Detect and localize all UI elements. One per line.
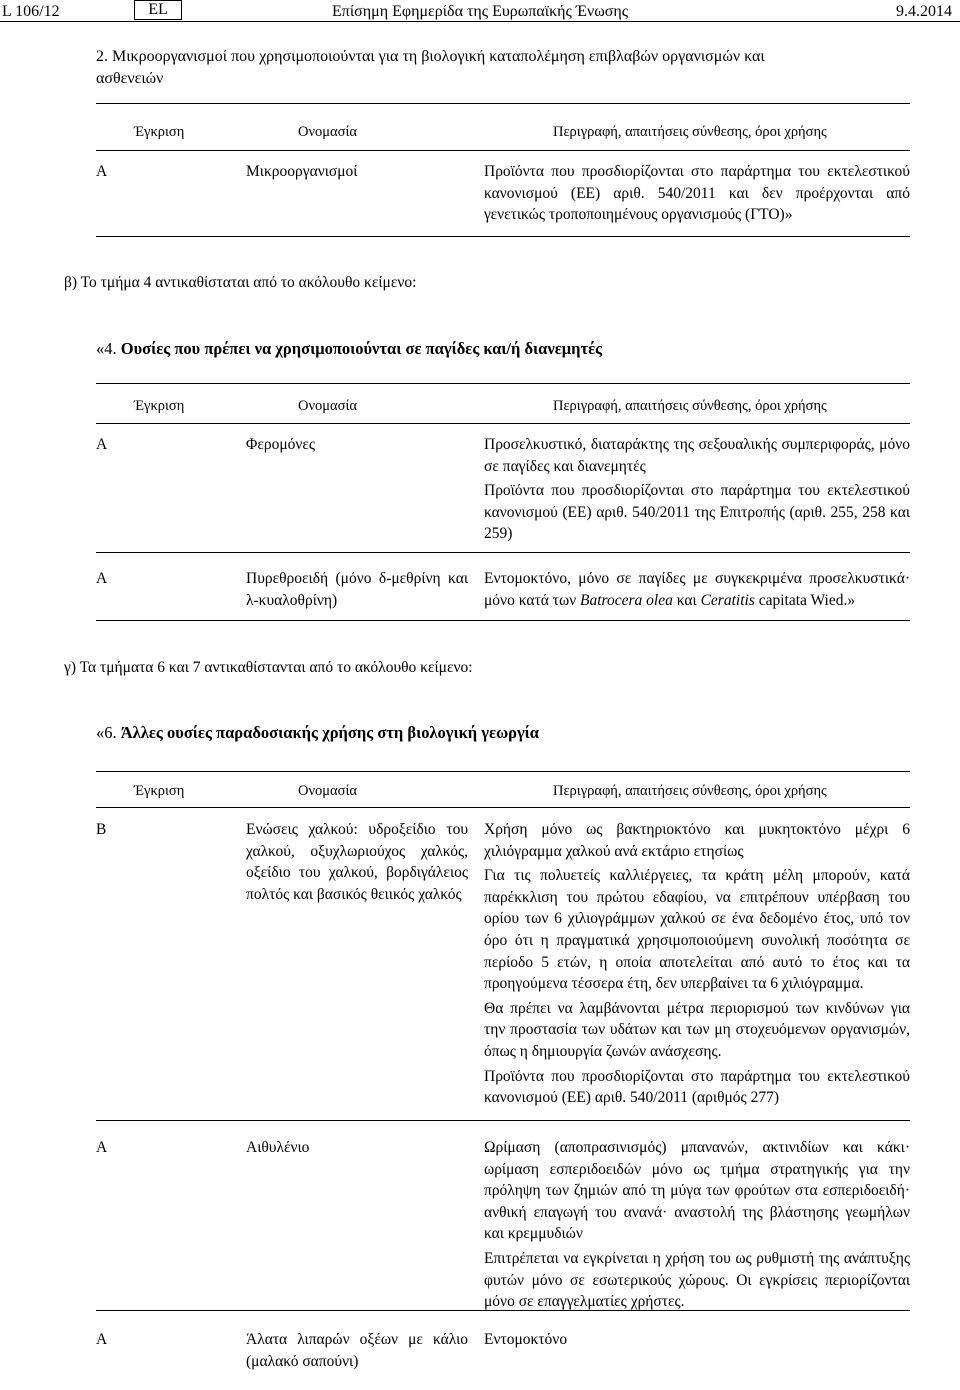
table2-row2-desc-text2: και xyxy=(672,591,701,609)
table2-row1-desc-para: Προσελκυστικό, διαταράκτης της σεξουαλικής συμπεριφοράς, μόνο σε παγίδες και διανεμητές xyxy=(484,436,910,475)
table2-row2-desc-text1: Εντομοκτόνο, μόνο σε παγίδες με συγκεκριμένα προσελκυστικά· μόνο κατά των xyxy=(484,570,910,609)
table2-row2-desc-text3: capitata Wied.» xyxy=(754,591,856,609)
table3-row-rule xyxy=(96,1120,910,1121)
section-2-heading-line1: 2. Μικροοργανισμοί που χρησιμοποιούνται για τη βιολογική καταπολέμηση επιβλαβών οργανισμών και xyxy=(96,48,765,65)
table3-row1-desc-para: Θα πρέπει να λαμβάνονται μέτρα περιορισμού των κινδύνων για την προστασία των υδάτων και των μη στοχευόμενων οργανισμών, όπως η δημιουργία ζωνών ανάσχεσης. xyxy=(484,999,910,1060)
table2-row1-approval: A xyxy=(96,436,108,453)
table2-row2-desc-species1: Batrocera olea xyxy=(580,591,673,609)
section-4-prefix: «4. xyxy=(96,339,117,358)
table1-top-rule xyxy=(96,103,910,104)
table3-top-rule xyxy=(96,771,910,772)
table1-header-name: Ονομασία xyxy=(298,124,357,140)
table3-row2-desc-para: Επιτρέπεται να εγκρίνεται η χρήση του ως ρυθμιστή της ανάπτυξης φυτών μόνο σε εσωτερικούς χώρους. Οι εγκρίσεις περιορίζονται μόνο σε επαγγελματίες χρήστες. xyxy=(484,1249,910,1311)
table3-row3-name: Άλατα λιπαρών οξέων με κάλιο (μαλακό σαπούνι) xyxy=(246,1331,468,1370)
section-4-title xyxy=(96,338,602,360)
language-code-box: EL xyxy=(134,0,182,20)
table2-header-name: Ονομασία xyxy=(298,398,357,414)
table2-row2-description xyxy=(484,568,910,611)
table3-row3-description: Εντομοκτόνο xyxy=(484,1331,568,1348)
section-6-prefix: «6. xyxy=(96,723,117,742)
section-6-title-text: Άλλες ουσίες παραδοσιακής χρήσης στη βιολογική γεωργία xyxy=(120,723,540,742)
table2-top-rule xyxy=(96,383,910,384)
table2-bottom-rule xyxy=(96,620,910,621)
table2-row1-desc-para: Προϊόντα που προσδιορίζονται στο παράρτημα του εκτελεστικού κανονισμού (ΕΕ) αριθ. 540/2011 της Επιτροπής (αριθ. 255, 258 και 259) xyxy=(484,482,910,543)
table3-row1-name: Ενώσεις χαλκού: υδροξείδιο του χαλκού, οξυχλωριούχος χαλκός, οξείδιο του χαλκού, βορδιγάλειος πολτός και βασικός θειικός χαλκός xyxy=(246,821,468,903)
table3-row1-approval: B xyxy=(96,821,107,838)
header-rule xyxy=(0,21,960,22)
table1-row1-approval: A xyxy=(96,163,108,180)
table1-row1-description: Προϊόντα που προσδιορίζονται στο παράρτημα του εκτελεστικού κανονισμού (ΕΕ) αριθ. 540/2011 και δεν προέρχονται από γενετικώς τροποποιημένους οργανισμούς (ΓΤΟ)» xyxy=(484,163,910,224)
table3-row2-desc-para: Ωρίμαση (αποπρασινισμός) μπανανών, ακτινιδίων και κάκι· ωρίμαση εσπεριδοειδών μόνο ως τμήμα στρατηγικής για την πρόληψη των ζημιών από τη μύγα των φρούτων στα εσπεριδοειδή· ανθική επαγωγή του ανανά· αναστολή της βλάστησης γεωμήλων και κρεμμυδιών xyxy=(484,1139,910,1243)
table2-header-description: Περιγραφή, απαιτήσεις σύνθεσης, όροι χρήσης xyxy=(553,398,827,414)
paragraph-c: γ) Τα τμήματα 6 και 7 αντικαθίστανται από το ακόλουθο κείμενο: xyxy=(64,659,473,676)
table3-row2-approval: A xyxy=(96,1139,108,1156)
table1-row1-name: Μικροοργανισμοί xyxy=(246,163,358,180)
table2-row1-description xyxy=(484,434,910,545)
table1-header-description: Περιγραφή, απαιτήσεις σύνθεσης, όροι χρήσης xyxy=(553,124,827,140)
table1-header-approval: Έγκριση xyxy=(134,124,185,140)
table3-row1-desc-para: Για τις πολυετείς καλλιέργειες, τα κράτη μέλη μπορούν, κατά παρέκκλιση του πρώτου εδαφίου, να επιτρέπουν υπέρβαση του ορίου των 6 χιλιογράμμων χαλκού σε ένα δεδομένο έτος, υπό τον όρο ότι η πραγματικά χρησιμοποιούμενη συνολική ποσότητα σε περίοδο 5 ετών, η οποία αποτελείται από αυτό το έτος και τα προηγούμενα τέσσερα έτη, δεν υπερβαίνει τα 6 χιλιόγραμμα. xyxy=(484,867,910,993)
table3-row1-desc-para: Χρήση μόνο ως βακτηριοκτόνο και μυκητοκτόνο μέχρι 6 χιλιόγραμμα χαλκού ανά εκτάριο ετησίως xyxy=(484,821,910,860)
table2-row2-desc-species2: Ceratitis xyxy=(700,591,755,609)
table3-row2-description xyxy=(484,1137,910,1313)
table2-header-approval: Έγκριση xyxy=(134,398,185,414)
page-reference: L 106/12 xyxy=(2,3,60,20)
table3-row1-description xyxy=(484,819,910,1109)
section-2-heading xyxy=(96,46,926,90)
paragraph-b: β) Το τμήμα 4 αντικαθίσταται από το ακόλουθο κείμενο: xyxy=(64,274,417,291)
table2-row2-approval: A xyxy=(96,570,108,587)
table3-row3-approval: A xyxy=(96,1331,108,1348)
table2-row1-name: Φερομόνες xyxy=(246,436,316,453)
table3-header-description: Περιγραφή, απαιτήσεις σύνθεσης, όροι χρήσης xyxy=(553,783,827,799)
table3-header-rule xyxy=(96,807,910,808)
journal-title: Επίσημη Εφημερίδα της Ευρωπαϊκής Ένωσης xyxy=(332,3,629,20)
table3-header-approval: Έγκριση xyxy=(134,783,185,799)
table1-header-rule xyxy=(96,150,910,151)
table2-header-rule xyxy=(96,423,910,424)
table3-row-rule xyxy=(96,1310,910,1311)
section-4-title-text: Ουσίες που πρέπει να χρησιμοποιούνται σε παγίδες και/ή διανεμητές xyxy=(120,339,603,358)
table3-header-name: Ονομασία xyxy=(298,783,357,799)
table3-row2-name: Αιθυλένιο xyxy=(246,1139,310,1156)
table2-row2-name: Πυρεθροειδή (μόνο δ-μεθρίνη και λ-κυαλοθρίνη) xyxy=(246,570,468,609)
table1-bottom-rule xyxy=(96,236,910,237)
publication-date: 9.4.2014 xyxy=(896,3,952,20)
section-2-heading-line2: ασθενειών xyxy=(96,70,164,87)
table2-row-rule xyxy=(96,552,910,553)
table3-row1-desc-para: Προϊόντα που προσδιορίζονται στο παράρτημα του εκτελεστικού κανονισμού (ΕΕ) αριθ. 540/2011 (αριθμός 277) xyxy=(484,1067,910,1107)
section-6-title xyxy=(96,722,539,744)
